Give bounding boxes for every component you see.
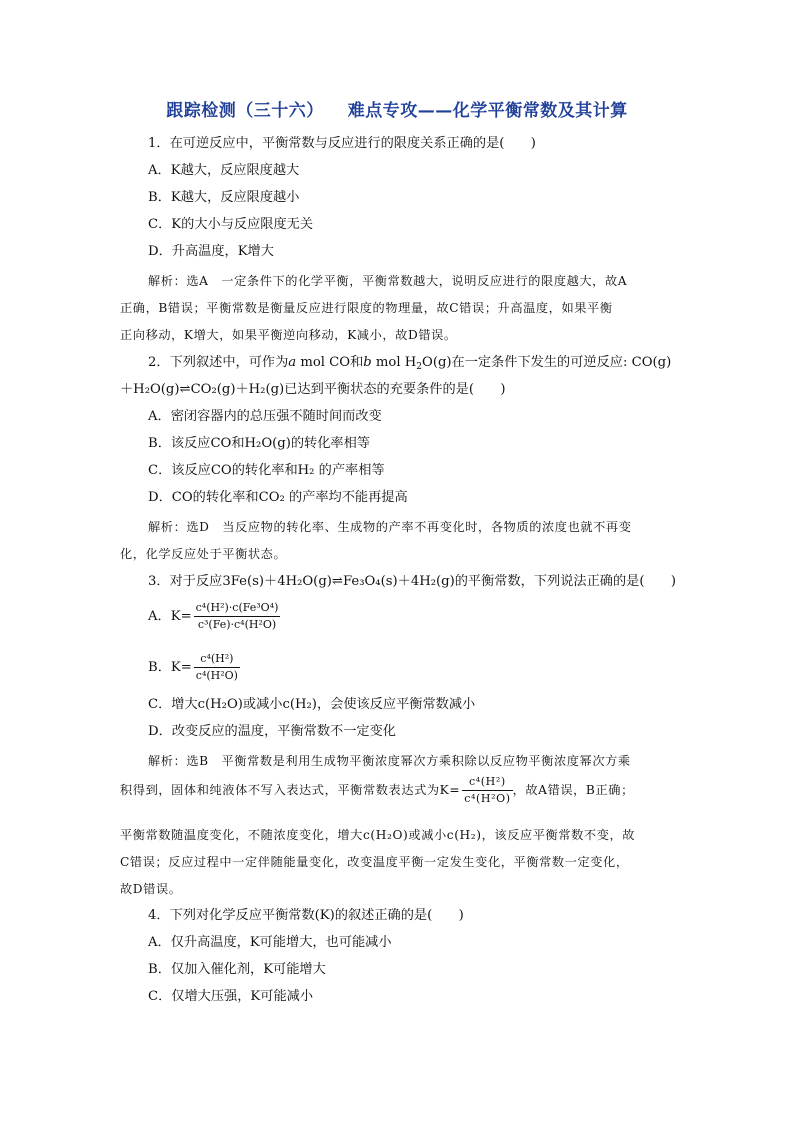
q3-option-a-fraction: $\frac{\text{c⁴(H²)·c(Fe³O⁴)}}{\text{c³(Fe)·c⁴(H²O)}}$ <box>195 601 279 631</box>
q3-explanation-fraction: $\frac{\text{c⁴(H²)}}{\text{c⁴(H²O)}}$ <box>464 775 511 805</box>
q3-option-a-label: A．K= <box>148 609 192 624</box>
q3-option-a <box>148 600 280 633</box>
q2-option-b: B．该反应CO和H₂O(g)的转化率相等 <box>148 436 370 451</box>
q2-option-d: D．CO的转化率和CO₂ 的产率均不能再提高 <box>148 490 408 505</box>
q1-explanation-line1: 解析：选A 一定条件下的化学平衡，平衡常数越大，说明反应进行的限度越大，故A <box>148 274 628 288</box>
q3-explanation-line3: 平衡常数随温度变化，不随浓度变化，增大c(H₂O)或减小c(H₂)，该反应平衡常数不变，故 <box>120 828 636 842</box>
q3-stem: 3．对于反应3Fe(s)＋4H₂O(g)⇌Fe₃O₄(s)＋4H₂(g)的平衡常数，下列说法正确的是( ) <box>148 574 677 589</box>
q1-option-a: A．K越大，反应限度越大 <box>148 163 300 178</box>
q3-explanation-line2: 积得到，固体和纯液体不写入表达式，平衡常数表达式为K= $\frac{\text{c⁴(H²)}}{\text{c⁴(H²O)}}$ ，故A错误，B正确； <box>120 775 634 805</box>
title-part-2: 难点专攻——化学平衡常数及其计算 <box>347 101 628 121</box>
q4-option-c: C．仅增大压强，K可能减小 <box>148 989 314 1004</box>
q3-explanation-line5: 故D错误。 <box>120 882 182 896</box>
q3-option-b-label: B．K= <box>148 660 192 675</box>
q2-stem-line2: ＋H₂O(g)⇌CO₂(g)＋H₂(g)已达到平衡状态的充要条件的是( ) <box>120 382 506 397</box>
q4-option-b: B．仅加入催化剂，K可能增大 <box>148 962 326 977</box>
q1-explanation-line3: 正向移动，K增大，如果平衡逆向移动，K减小，故D错误。 <box>120 328 457 342</box>
q3-explanation-line4: C错误；反应过程中一定伴随能量变化，改变温度平衡一定发生变化，平衡常数一定变化， <box>120 855 629 869</box>
title-part-1: 跟踪检测（三十六） <box>166 101 324 121</box>
q3-option-d: D．改变反应的温度，平衡常数不一定变化 <box>148 724 396 739</box>
q2-option-a: A．密闭容器内的总压强不随时间而改变 <box>148 409 382 424</box>
q2-option-c: C．该反应CO的转化率和H₂ 的产率相等 <box>148 463 385 478</box>
page-title <box>0 96 794 121</box>
q3-explanation-line1: 解析：选B 平衡常数是利用生成物平衡浓度幂次方乘积除以反应物平衡浓度幂次方乘 <box>148 754 631 768</box>
q1-option-c: C．K的大小与反应限度无关 <box>148 217 314 232</box>
q4-option-a: A．仅升高温度，K可能增大，也可能减小 <box>148 935 392 950</box>
q1-option-d: D．升高温度，K增大 <box>148 244 274 259</box>
q1-stem: 1．在可逆反应中，平衡常数与反应进行的限度关系正确的是( ) <box>148 136 536 151</box>
q2-stem-line1: 2．下列叙述中，可作为a mol CO和b mol $H_2O(g)$在一定条件下发生的可逆反应: CO(g) <box>148 355 672 372</box>
q3-option-b-fraction: $\frac{\text{c⁴(H²)}}{\text{c⁴(H²O)}}$ <box>195 652 238 682</box>
q1-option-b: B．K越大，反应限度越小 <box>148 190 300 205</box>
q4-stem: 4．下列对化学反应平衡常数(K)的叙述正确的是( ) <box>148 908 464 923</box>
q2-explanation-line2: 化，化学反应处于平衡状态。 <box>120 547 287 561</box>
q2-explanation-line1: 解析：选D 当反应物的转化率、生成物的产率不再变化时，各物质的浓度也就不再变 <box>148 520 632 534</box>
q3-option-b <box>148 651 240 684</box>
q3-option-c: C．增大c(H₂O)或减小c(H₂)，会使该反应平衡常数减小 <box>148 697 476 712</box>
q1-explanation-line2: 正确，B错误；平衡常数是衡量反应进行限度的物理量，故C错误；升高温度，如果平衡 <box>120 301 613 315</box>
